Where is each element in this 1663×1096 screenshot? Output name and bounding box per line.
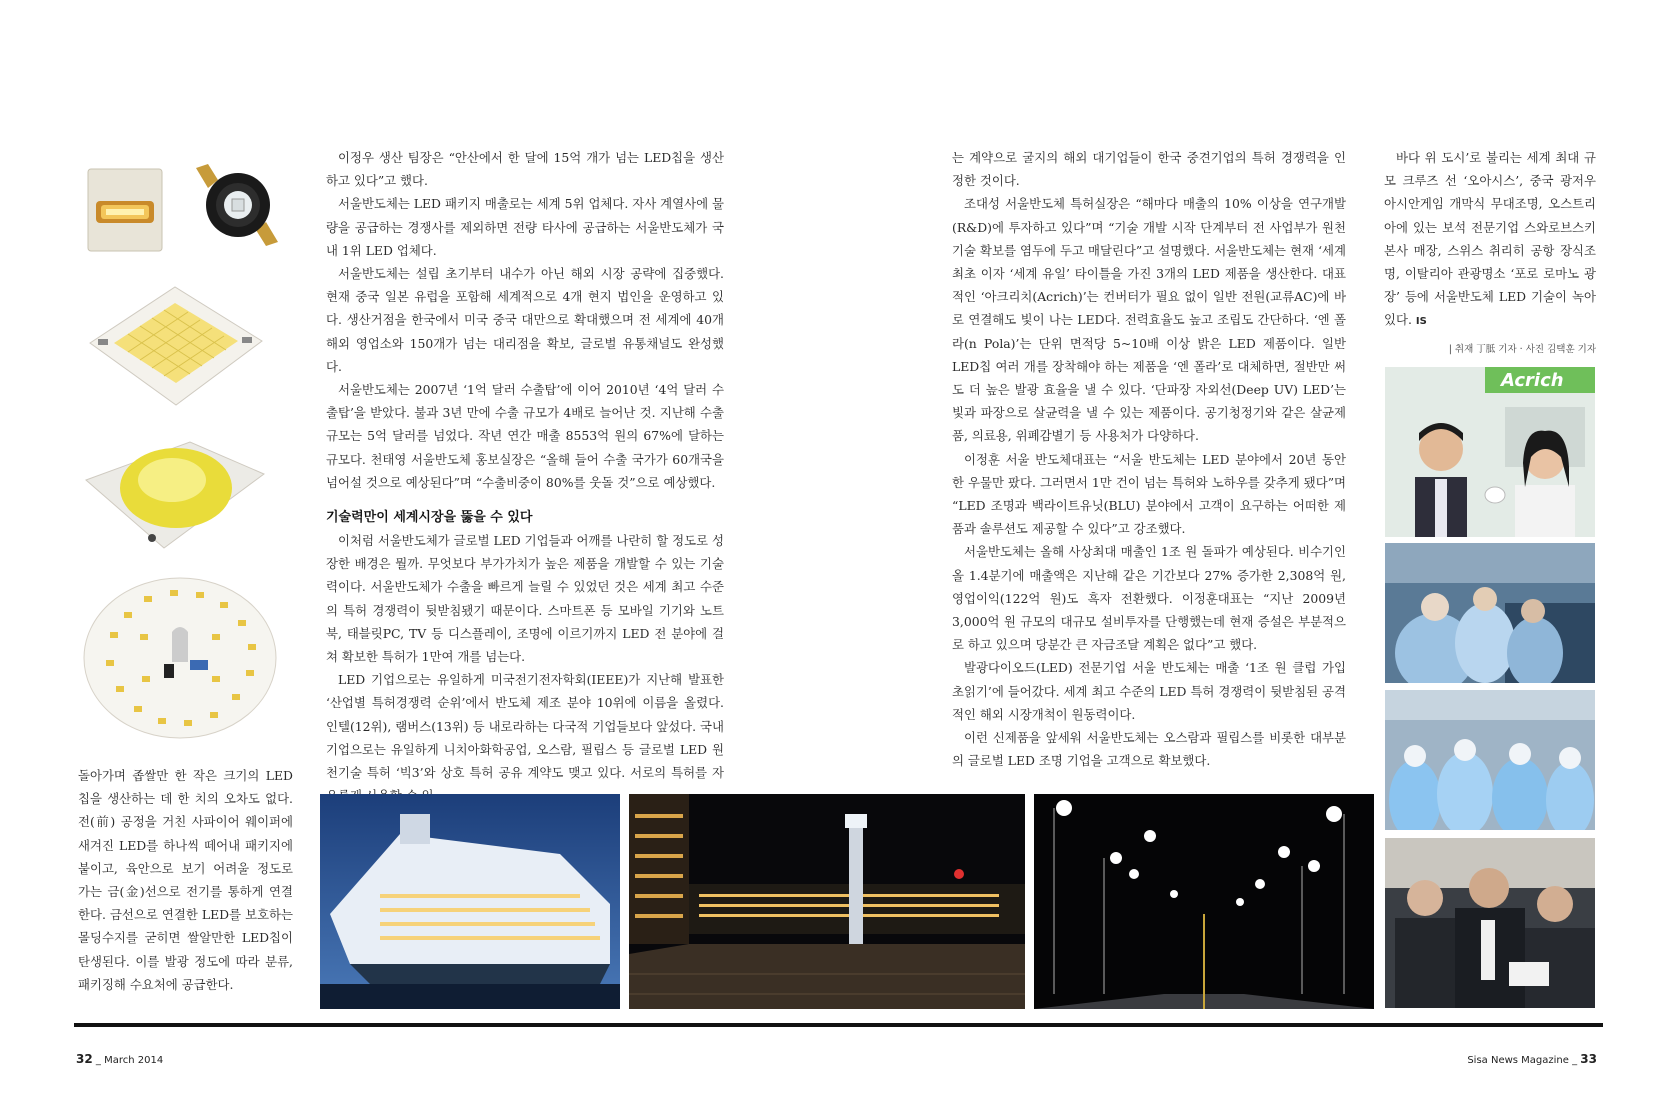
column-3: [1384, 146, 1596, 361]
paragraph: 서울반도체는 설립 초기부터 내수가 아닌 해외 시장 공략에 집중했다. 현재 중국 일본 유럽을 포함해 세계적으로 4개 현지 법인을 운영하고 있다. 생산거점을 한국에서 미국 중국 대만으로 확대했으며 전 세계에 40개 해외 영업소와 150개가 넘는 대리점을 확보, 글로벌 유통채널도 완성했다.: [326, 266, 724, 374]
officials-inspection-photo: [1385, 838, 1595, 1008]
column-left-bottom: [78, 764, 293, 996]
booth-sign-text: Acrich: [1501, 370, 1564, 391]
paragraph: 이런 신제품을 앞세워 서울반도체는 오스람과 필립스를 비롯한 대부분의 글로벌 LED 조명 기업을 고객으로 확보했다.: [952, 730, 1346, 769]
dome-led-photo: [80, 438, 270, 558]
cob-led-photo: [80, 283, 270, 408]
city-plaza-night-photo: [629, 794, 1025, 1009]
photo-credit: | 취재 丁胝 기자 · 사진 김택훈 기자: [1448, 343, 1596, 355]
acrich-booth-photo: [1385, 367, 1595, 537]
paragraph: 서울반도체는 올해 사상최대 매출인 1조 원 돌파가 예상된다. 비수기인 올 1.4분기에 매출액은 지난해 같은 기간보다 27% 증가한 2,308억 원, 영업이익(122억 원)도 흑자 전환했다. 이정훈대표는 “지난 2009년 3,000억 원 규모의 대규모 설비투자를 단행했는데 현재 증설은 부분적으로 하고 있으며 당분간 큰 자금조달 계획은 없다”고 했다.: [952, 544, 1346, 653]
column-2: [952, 146, 1346, 772]
paragraph: 이정우 생산 팀장은 “안산에서 한 달에 15억 개가 넘는 LED칩을 생산하고 있다”고 했다.: [326, 150, 724, 189]
paragraph: 이처럼 서울반도체가 글로벌 LED 기업들과 어깨를 나란히 할 정도로 성장한 배경은 뭘까. 무엇보다 부가가치가 높은 제품을 개발할 수 있는 기술력이다. 서울반도체가 수출을 빠르게 늘릴 수 있었던 것은 세계 최고 수준의 특허 경쟁력이 뒷받침됐기 때문이다. 스마트폰 등 모바일 기기와 노트북, 태블릿PC, TV 등 디스플레이, 조명에 이르기까지 LED 전 분야에 걸쳐 확보한 특허가 1만여 개를 넘는다.: [326, 533, 724, 665]
paragraph: 는 계약으로 굴지의 해외 대기업들이 한국 중견기업의 특허 경쟁력을 인정한 것이다.: [952, 150, 1346, 189]
left-page-number: 32: [76, 1052, 93, 1066]
paragraph-text: 바다 위 도시’로 불리는 세계 최대 규모 크루즈 선 ‘오아시스’, 중국 광저우 아시안게임 개막식 무대조명, 오스트리아에 있는 보석 전문기업 스와로브스키 본사 매장, 스위스 취리히 공항 장식조명, 이탈리아 관광명소 ‘포로 로마노 광장’ 등에 서울반도체 LED 기술이 녹아 있다.: [1384, 150, 1596, 328]
street-lights-photo: [1034, 794, 1374, 1009]
paragraph: 서울반도체는 LED 패키지 매출로는 세계 5위 업체다. 자사 계열사에 물량을 공급하는 경쟁사를 제외하면 전량 타사에 공급하는 서울반도체가 국내 1위 LED 업체다.: [326, 196, 724, 258]
paragraph: LED 기업으로는 유일하게 미국전기전자학회(IEEE)가 지난해 발표한 ‘산업별 특허경쟁력 순위’에서 반도체 제조 분야 10위에 이름을 올렸다. 인텔(12위), 램버스(13위) 등 내로라하는 다국적 기업들보다 앞섰다. 국내 기업으로는 유일하게 니치아화학공업, 오스람, 필립스 등 글로벌 LED 원천기술 특허 ‘빅3’와 상호 특허 공유 계약도 맺고 있다. 서로의 특허를 자: [326, 672, 724, 781]
right-page-number: 33: [1580, 1052, 1597, 1066]
paragraph: [1384, 146, 1596, 334]
paragraph: 이정훈 서울 반도체대표는 “서울 반도체는 LED 분야에서 20년 동안 한 우물만 팠다. 그러면서 1만 건이 넘는 특허와 노하우를 갖추게 됐다”며 “LED 조명과 백라이트유닛(BLU) 분야에서 고객이 요구하는 어떠한 제품과 솔루션도 제공할 수 있다”고 강조했다.: [952, 451, 1346, 537]
right-folio: [1467, 1052, 1597, 1066]
magazine-name: Sisa News Magazine _: [1467, 1055, 1578, 1066]
paragraph: 돌아가며 좁쌀만 한 작은 크기의 LED 칩을 생산하는 데 한 치의 오차도 없다. 전(前) 공정을 거친 사파이어 웨이퍼에 새겨진 LED를 하나씩 떼어내 패키지에 붙이고, 육안으로 보기 어려울 정도로 가는 금(金)선으로 전기를 통하게 연결한다. 금선으로 연결한 LED를 보호하는 몰딩수지를 굳히면 쌀알만한 LED칩이 탄생된다. 이를 발광 정도에 따라 분류, 패키징해 수요처에 공급한다.: [78, 768, 293, 992]
end-mark: IS: [1415, 316, 1427, 328]
factory-workers-photo-2: [1385, 690, 1595, 830]
factory-workers-photo-1: [1385, 543, 1595, 683]
star-led-photo: [188, 160, 286, 250]
cruise-ship-photo: [320, 794, 620, 1009]
circular-led-board-photo: [80, 572, 280, 742]
column-1: [326, 146, 724, 807]
paragraph: 서울반도체는 2007년 ‘1억 달러 수출탑’에 이어 2010년 ‘4억 달러 수출탑’을 받았다. 불과 3년 만에 수출 규모가 4배로 늘어난 것. 지난해 수출 규모는 5억 달러를 넘었다. 작년 연간 매출 8553억 원의 67%에 달하는 규모다. 천태영 서울반도체 홍보실장은 “올해 들어 수출 국가가 60개국을 넘어설 것으로 예상된다”며 “수출비중이 80%를 웃돌 것”으로 예상했다.: [326, 382, 724, 490]
footer-rule: [74, 1023, 1603, 1027]
left-issue: _ March 2014: [95, 1055, 164, 1066]
led-strip-photo: [86, 165, 164, 255]
section-heading: 기술력만이 세계시장을 뚫을 수 있다: [326, 510, 533, 526]
paragraph: 발광다이오드(LED) 전문기업 서울 반도체는 매출 ‘1조 원 클럽 가입 초읽기’에 들어갔다. 세계 최고 수준의 LED 특허 경쟁력이 뒷받침된 공격적인 해외 시장개척이 원동력이다.: [952, 660, 1346, 722]
left-folio: [76, 1052, 163, 1066]
paragraph: 조대성 서울반도체 특허실장은 “해마다 매출의 10% 이상을 연구개발(R&D)에 투자하고 있다”며 “기술 개발 시작 단계부터 전 사업부가 원천기술 확보를 염두에 두고 매달린다”고 설명했다. 서울반도체는 현재 ‘세계 최초 이자 ‘세계 유일’ 타이틀을 가진 3개의 LED 제품을 생산한다. 대표적인 ‘아크리치(Acrich)’는 컨버터가 필요 없이 일반 전원(교류AC)에 바로 연결해도 빛이 나는 LED다. 전력효율도 높고 조립도 간단하다. ‘엔 폴라(n Pola)’는 단위 면적당 5~10배 이상 밝은 LED 제품이다. 일반 LED칩 여러 개를 장착해야 하는 제품을 ‘엔 폴라’로 대체하면, 절반만 써도 더 높은 발광 효율을 낼 수 있다. ‘단파장 자외선(Deep UV) LED’는 빛과 파장으로 살균력을 낼 수 있는 제품이다. 공기청정기와 같은 살균제품, 의료용, 위폐감별기 등 사용처가 다양하다.: [952, 196, 1346, 444]
